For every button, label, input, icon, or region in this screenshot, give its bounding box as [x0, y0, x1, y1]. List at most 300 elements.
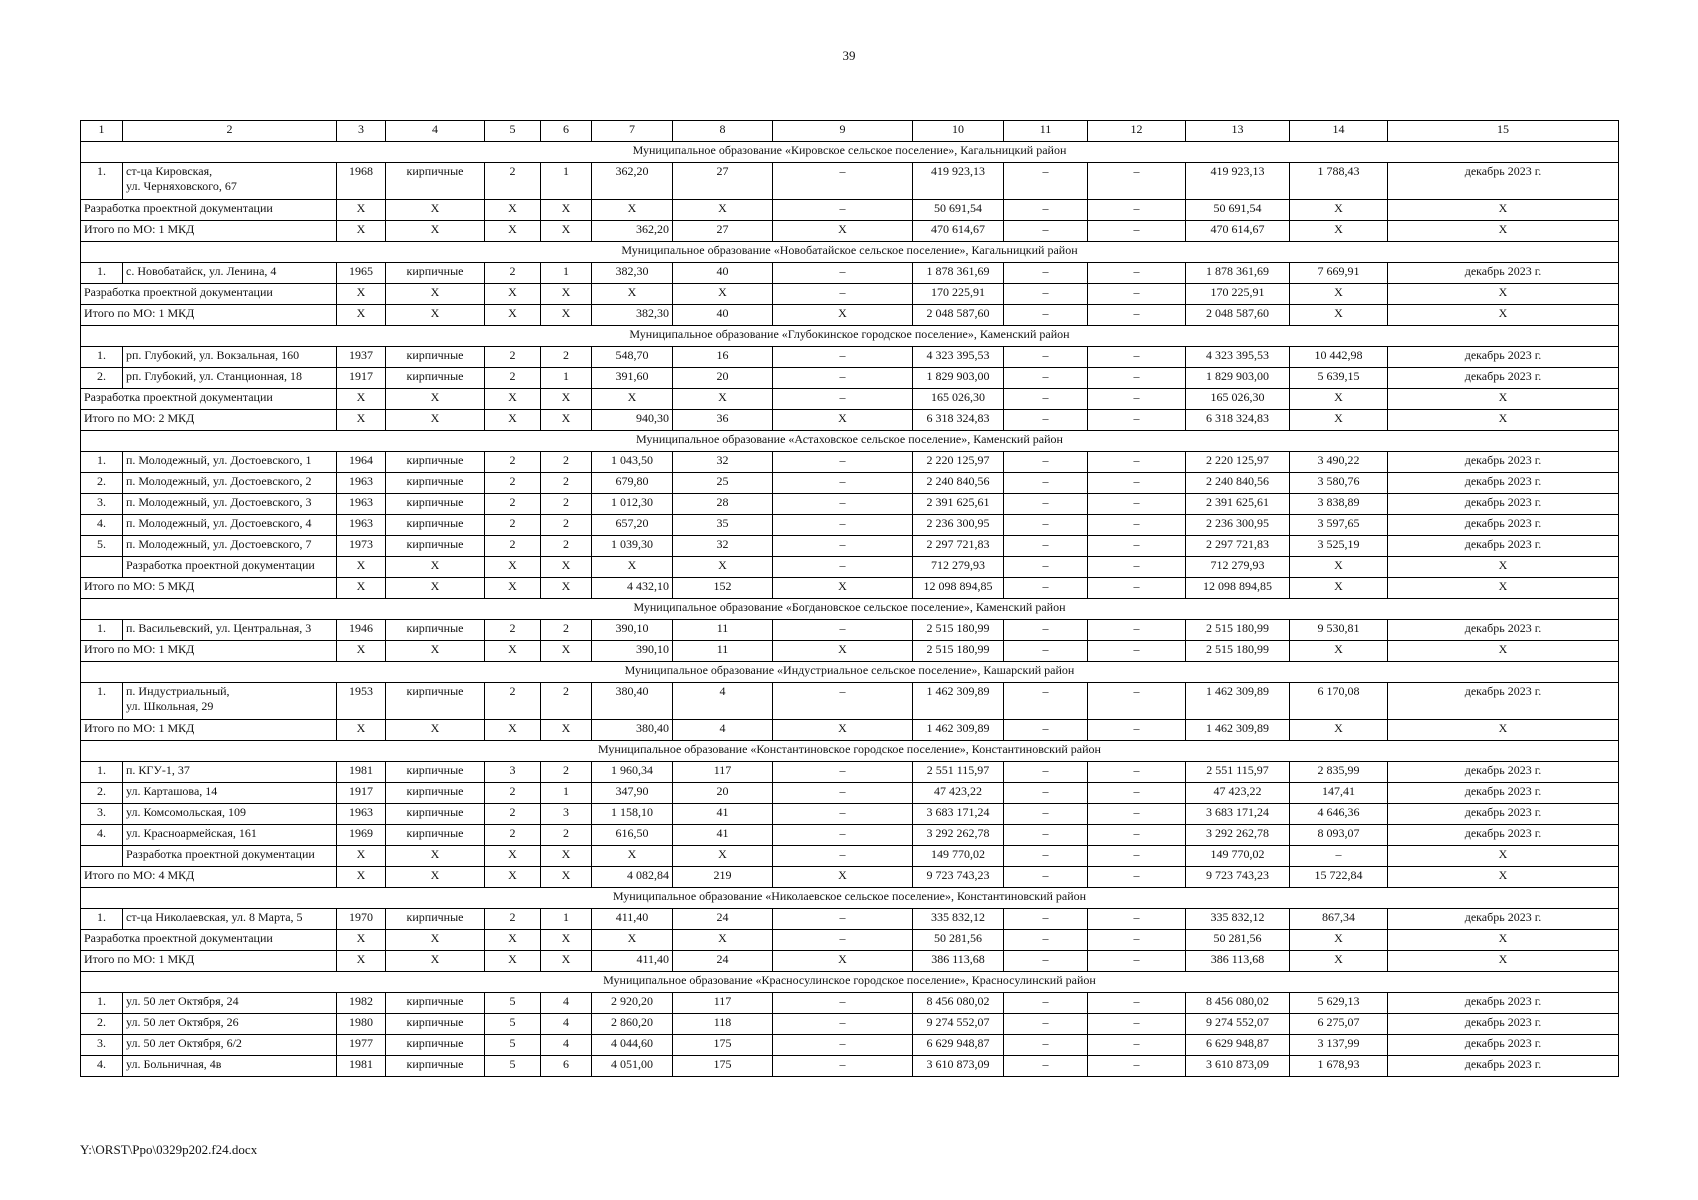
- table-cell: 867,34: [1290, 909, 1388, 930]
- table-cell: 2: [485, 683, 541, 720]
- table-cell: –: [1088, 720, 1186, 741]
- table-cell: X: [1388, 720, 1619, 741]
- table-cell: кирпичные: [386, 1035, 485, 1056]
- summary-row: [81, 284, 1619, 305]
- table-cell: 41: [673, 804, 773, 825]
- table-cell: 1 158,10: [592, 804, 673, 825]
- table-cell: X: [1290, 221, 1388, 242]
- table-cell: 940,30: [592, 410, 673, 431]
- table-cell: X: [485, 867, 541, 888]
- table-cell: –: [773, 536, 913, 557]
- table-cell: 1: [541, 163, 592, 200]
- table-cell: 175: [673, 1035, 773, 1056]
- table-cell: X: [1388, 930, 1619, 951]
- table-cell: 118: [673, 1014, 773, 1035]
- table-cell: –: [773, 347, 913, 368]
- table-cell: декабрь 2023 г.: [1388, 1035, 1619, 1056]
- table-cell: декабрь 2023 г.: [1388, 452, 1619, 473]
- table-cell: 2: [541, 825, 592, 846]
- table-row: [81, 762, 1619, 783]
- municipality-title: Муниципальное образование «Богдановское сельское поселение», Каменский район: [81, 599, 1619, 620]
- table-cell: –: [1088, 515, 1186, 536]
- table-cell: 1946: [337, 620, 386, 641]
- table-cell: –: [1004, 515, 1088, 536]
- table-cell: декабрь 2023 г.: [1388, 494, 1619, 515]
- table-cell: X: [592, 200, 673, 221]
- table-cell: 1 878 361,69: [1186, 263, 1290, 284]
- table-cell: кирпичные: [386, 683, 485, 720]
- table-cell: –: [1088, 368, 1186, 389]
- table-row: [81, 620, 1619, 641]
- table-cell: 1917: [337, 783, 386, 804]
- table-cell: –: [773, 494, 913, 515]
- table-cell: X: [592, 557, 673, 578]
- table-cell: X: [1388, 410, 1619, 431]
- table-cell: –: [1088, 557, 1186, 578]
- table-cell: 4: [673, 720, 773, 741]
- table-cell: X: [1388, 305, 1619, 326]
- table-row: [81, 494, 1619, 515]
- table-cell: кирпичные: [386, 1056, 485, 1077]
- table-cell: 3 525,19: [1290, 536, 1388, 557]
- table-cell: –: [773, 909, 913, 930]
- table-cell: кирпичные: [386, 536, 485, 557]
- table-cell: 2: [485, 536, 541, 557]
- table-cell: 1.: [81, 163, 123, 200]
- table-cell: 1981: [337, 1056, 386, 1077]
- municipality-header-row: [81, 888, 1619, 909]
- table-cell: –: [1088, 1014, 1186, 1035]
- table-cell: 1 043,50: [592, 452, 673, 473]
- table-cell: X: [541, 557, 592, 578]
- table-cell: 679,80: [592, 473, 673, 494]
- table-cell: 380,40: [592, 683, 673, 720]
- file-path-footer: Y:\ORST\Ppo\0329p202.f24.docx: [80, 1142, 258, 1157]
- table-cell: X: [485, 720, 541, 741]
- table-cell: X: [485, 221, 541, 242]
- table-cell: X: [485, 410, 541, 431]
- table-cell: 347,90: [592, 783, 673, 804]
- address-cell: с. Новобатайск, ул. Ленина, 4: [123, 263, 337, 284]
- table-cell: декабрь 2023 г.: [1388, 163, 1619, 200]
- table-cell: 9 274 552,07: [1186, 1014, 1290, 1035]
- table-cell: –: [1290, 846, 1388, 867]
- address-cell: ст-ца Николаевская, ул. 8 Марта, 5: [123, 909, 337, 930]
- table-cell: –: [1004, 410, 1088, 431]
- address-cell: ул. Красноармейская, 161: [123, 825, 337, 846]
- table-cell: X: [673, 846, 773, 867]
- table-cell: 2: [485, 347, 541, 368]
- table-cell: декабрь 2023 г.: [1388, 909, 1619, 930]
- table-cell: –: [1004, 867, 1088, 888]
- table-cell: 2: [485, 825, 541, 846]
- table-cell: 3 292 262,78: [913, 825, 1004, 846]
- table-cell: X: [773, 720, 913, 741]
- table-cell: –: [1088, 578, 1186, 599]
- table-cell: 2 920,20: [592, 993, 673, 1014]
- address-cell: ул. Комсомольская, 109: [123, 804, 337, 825]
- table-cell: –: [773, 200, 913, 221]
- table-cell: декабрь 2023 г.: [1388, 347, 1619, 368]
- table-row: [81, 163, 1619, 200]
- summary-row: [81, 221, 1619, 242]
- table-cell: кирпичные: [386, 620, 485, 641]
- table-cell: 170 225,91: [1186, 284, 1290, 305]
- table-cell: 712 279,93: [913, 557, 1004, 578]
- table-cell: 362,20: [592, 163, 673, 200]
- table-cell: X: [337, 200, 386, 221]
- table-cell: 4.: [81, 515, 123, 536]
- table-cell: –: [1004, 536, 1088, 557]
- table-cell: 3 683 171,24: [1186, 804, 1290, 825]
- table-cell: 4 051,00: [592, 1056, 673, 1077]
- table-cell: 390,10: [592, 620, 673, 641]
- table-cell: 4 323 395,53: [913, 347, 1004, 368]
- table-cell: –: [1088, 683, 1186, 720]
- table-cell: 219: [673, 867, 773, 888]
- table-cell: декабрь 2023 г.: [1388, 473, 1619, 494]
- table-cell: 3 137,99: [1290, 1035, 1388, 1056]
- table-cell: 1963: [337, 473, 386, 494]
- table-cell: 391,60: [592, 368, 673, 389]
- table-cell: 149 770,02: [913, 846, 1004, 867]
- table-cell: X: [1388, 221, 1619, 242]
- table-cell: 1 462 309,89: [1186, 720, 1290, 741]
- table-cell: 2: [485, 620, 541, 641]
- table-cell: 5.: [81, 536, 123, 557]
- page-number: 39: [842, 48, 856, 63]
- table-cell: 1970: [337, 909, 386, 930]
- table-cell: 386 113,68: [1186, 951, 1290, 972]
- table-cell: 1 012,30: [592, 494, 673, 515]
- table-cell: –: [1088, 347, 1186, 368]
- table-cell: X: [386, 641, 485, 662]
- table-row: [81, 804, 1619, 825]
- table-cell: –: [1088, 536, 1186, 557]
- table-cell: X: [541, 305, 592, 326]
- table-cell: X: [1388, 578, 1619, 599]
- address-cell: п. Молодежный, ул. Достоевского, 1: [123, 452, 337, 473]
- summary-label: Итого по МО: 1 МКД: [81, 720, 337, 741]
- table-cell: 4 646,36: [1290, 804, 1388, 825]
- table-cell: X: [1290, 284, 1388, 305]
- table-cell: 390,10: [592, 641, 673, 662]
- address-cell: п. Молодежный, ул. Достоевского, 7: [123, 536, 337, 557]
- table-cell: 1.: [81, 620, 123, 641]
- table-cell: 4: [673, 683, 773, 720]
- municipality-header-row: [81, 662, 1619, 683]
- table-cell: –: [773, 389, 913, 410]
- table-cell: X: [485, 951, 541, 972]
- table-cell: X: [673, 389, 773, 410]
- table-cell: –: [773, 1035, 913, 1056]
- municipality-title: Муниципальное образование «Красносулинское городское поселение», Красносулинский район: [81, 972, 1619, 993]
- table-cell: 1 462 309,89: [913, 720, 1004, 741]
- table-cell: X: [485, 930, 541, 951]
- table-cell: 6 629 948,87: [1186, 1035, 1290, 1056]
- table-cell: 32: [673, 536, 773, 557]
- table-cell: –: [1004, 762, 1088, 783]
- table-cell: 27: [673, 221, 773, 242]
- municipality-title: Муниципальное образование «Новобатайское сельское поселение», Кагальницкий район: [81, 242, 1619, 263]
- housing-register-table: [80, 120, 1619, 1077]
- table-cell: –: [1004, 993, 1088, 1014]
- table-cell: 2: [541, 762, 592, 783]
- table-row: [81, 536, 1619, 557]
- table-cell: 20: [673, 368, 773, 389]
- table-cell: 1969: [337, 825, 386, 846]
- table-cell: 2: [541, 452, 592, 473]
- table-cell: 165 026,30: [913, 389, 1004, 410]
- table-cell: X: [773, 867, 913, 888]
- table-cell: X: [1388, 641, 1619, 662]
- table-cell: 9 530,81: [1290, 620, 1388, 641]
- table-cell: –: [1004, 846, 1088, 867]
- table-cell: X: [337, 641, 386, 662]
- address-cell: ст-ца Кировская, ул. Черняховского, 67: [123, 163, 337, 200]
- table-cell: 6 170,08: [1290, 683, 1388, 720]
- municipality-title: Муниципальное образование «Астаховское сельское поселение», Каменский район: [81, 431, 1619, 452]
- table-cell: 470 614,67: [1186, 221, 1290, 242]
- table-cell: X: [541, 867, 592, 888]
- table-cell: 8 093,07: [1290, 825, 1388, 846]
- table-cell: X: [386, 284, 485, 305]
- table-cell: 11: [673, 641, 773, 662]
- table-cell: 1937: [337, 347, 386, 368]
- table-cell: 11: [673, 620, 773, 641]
- table-cell: 2: [485, 515, 541, 536]
- table-cell: –: [1004, 825, 1088, 846]
- table-cell: –: [1004, 720, 1088, 741]
- table-cell: X: [485, 578, 541, 599]
- table-row: [81, 557, 1619, 578]
- table-cell: X: [386, 578, 485, 599]
- table-cell: 2.: [81, 783, 123, 804]
- table-cell: 1977: [337, 1035, 386, 1056]
- municipality-title: Муниципальное образование «Кировское сельское поселение», Кагальницкий район: [81, 142, 1619, 163]
- table-cell: 1.: [81, 683, 123, 720]
- table-cell: 5: [485, 1035, 541, 1056]
- table-row: [81, 783, 1619, 804]
- table-cell: –: [1088, 473, 1186, 494]
- table-cell: X: [541, 200, 592, 221]
- table-cell: кирпичные: [386, 762, 485, 783]
- table-cell: X: [1290, 305, 1388, 326]
- table-cell: X: [541, 720, 592, 741]
- column-number: 7: [592, 121, 673, 142]
- table-cell: 6 318 324,83: [913, 410, 1004, 431]
- table-row: [81, 909, 1619, 930]
- table-cell: 1.: [81, 762, 123, 783]
- summary-label: Итого по МО: 2 МКД: [81, 410, 337, 431]
- table-cell: 3 580,76: [1290, 473, 1388, 494]
- table-cell: X: [773, 221, 913, 242]
- municipality-title: Муниципальное образование «Глубокинское городское поселение», Каменский район: [81, 326, 1619, 347]
- table-cell: 6 275,07: [1290, 1014, 1388, 1035]
- column-number: 4: [386, 121, 485, 142]
- table-cell: 1964: [337, 452, 386, 473]
- table-cell: –: [1088, 263, 1186, 284]
- table-cell: 2: [541, 515, 592, 536]
- summary-label: Разработка проектной документации: [81, 200, 337, 221]
- municipality-header-row: [81, 326, 1619, 347]
- table-cell: 2: [485, 909, 541, 930]
- table-cell: 2: [541, 620, 592, 641]
- table-cell: 8 456 080,02: [913, 993, 1004, 1014]
- table-cell: 1 829 903,00: [1186, 368, 1290, 389]
- table-cell: 2: [485, 494, 541, 515]
- table-row: [81, 263, 1619, 284]
- column-number: 5: [485, 121, 541, 142]
- table-cell: –: [1088, 284, 1186, 305]
- table-cell: –: [1004, 452, 1088, 473]
- table-cell: 2 220 125,97: [1186, 452, 1290, 473]
- table-cell: 7 669,91: [1290, 263, 1388, 284]
- table-cell: –: [1004, 641, 1088, 662]
- table-cell: X: [337, 867, 386, 888]
- table-cell: 3 838,89: [1290, 494, 1388, 515]
- table-cell: 36: [673, 410, 773, 431]
- table-cell: кирпичные: [386, 347, 485, 368]
- column-number: 1: [81, 121, 123, 142]
- table-cell: 5 629,13: [1290, 993, 1388, 1014]
- table-cell: –: [1088, 641, 1186, 662]
- table-cell: кирпичные: [386, 473, 485, 494]
- table-cell: 1 960,34: [592, 762, 673, 783]
- table-cell: 2 240 840,56: [1186, 473, 1290, 494]
- table-cell: –: [1004, 930, 1088, 951]
- table-cell: –: [773, 683, 913, 720]
- table-cell: 411,40: [592, 909, 673, 930]
- table-cell: 1.: [81, 993, 123, 1014]
- table-cell: 10 442,98: [1290, 347, 1388, 368]
- table-cell: –: [1088, 951, 1186, 972]
- table-cell: –: [773, 825, 913, 846]
- table-cell: X: [673, 200, 773, 221]
- table-cell: 411,40: [592, 951, 673, 972]
- table-cell: 2 515 180,99: [1186, 641, 1290, 662]
- table-cell: 147,41: [1290, 783, 1388, 804]
- table-cell: 50 281,56: [913, 930, 1004, 951]
- table-row: [81, 452, 1619, 473]
- table-cell: 1: [541, 368, 592, 389]
- table-cell: X: [485, 389, 541, 410]
- table-cell: X: [541, 410, 592, 431]
- table-cell: 41: [673, 825, 773, 846]
- table-cell: 9 274 552,07: [913, 1014, 1004, 1035]
- table-cell: –: [773, 993, 913, 1014]
- table-cell: 548,70: [592, 347, 673, 368]
- table-cell: 3: [485, 762, 541, 783]
- table-cell: X: [337, 284, 386, 305]
- table-cell: 335 832,12: [1186, 909, 1290, 930]
- table-cell: –: [1088, 494, 1186, 515]
- table-cell: –: [773, 762, 913, 783]
- summary-row: [81, 410, 1619, 431]
- table-cell: кирпичные: [386, 163, 485, 200]
- table-cell: декабрь 2023 г.: [1388, 620, 1619, 641]
- column-number: 15: [1388, 121, 1619, 142]
- table-cell: X: [485, 641, 541, 662]
- table-cell: 3.: [81, 1035, 123, 1056]
- municipality-header-row: [81, 741, 1619, 762]
- table-cell: 4: [541, 993, 592, 1014]
- table-cell: 3.: [81, 494, 123, 515]
- table-cell: –: [1088, 305, 1186, 326]
- table-cell: X: [673, 284, 773, 305]
- table-cell: X: [337, 930, 386, 951]
- table-cell: X: [1388, 284, 1619, 305]
- table-cell: 4 323 395,53: [1186, 347, 1290, 368]
- table-cell: X: [386, 951, 485, 972]
- table-cell: 1: [541, 909, 592, 930]
- table-cell: 1968: [337, 163, 386, 200]
- table-cell: декабрь 2023 г.: [1388, 368, 1619, 389]
- table-cell: 1 788,43: [1290, 163, 1388, 200]
- table-cell: 8 456 080,02: [1186, 993, 1290, 1014]
- table-cell: [81, 846, 123, 867]
- table-cell: X: [1388, 951, 1619, 972]
- table-cell: X: [386, 720, 485, 741]
- table-cell: X: [1290, 951, 1388, 972]
- table-cell: 2 236 300,95: [1186, 515, 1290, 536]
- summary-label: Итого по МО: 1 МКД: [81, 951, 337, 972]
- address-cell: ул. 50 лет Октября, 24: [123, 993, 337, 1014]
- table-cell: 2: [485, 368, 541, 389]
- table-cell: 149 770,02: [1186, 846, 1290, 867]
- table-cell: X: [386, 846, 485, 867]
- municipality-header-row: [81, 431, 1619, 452]
- table-cell: X: [1290, 389, 1388, 410]
- table-cell: X: [337, 389, 386, 410]
- table-cell: 2 048 587,60: [913, 305, 1004, 326]
- table-cell: –: [1004, 909, 1088, 930]
- table-cell: –: [773, 783, 913, 804]
- municipality-header-row: [81, 599, 1619, 620]
- table-cell: 1981: [337, 762, 386, 783]
- table-cell: 1963: [337, 494, 386, 515]
- table-cell: –: [1004, 473, 1088, 494]
- table-cell: 3: [541, 804, 592, 825]
- table-cell: 2 391 625,61: [913, 494, 1004, 515]
- table-cell: кирпичные: [386, 452, 485, 473]
- table-cell: –: [1088, 410, 1186, 431]
- table-cell: кирпичные: [386, 909, 485, 930]
- table-cell: –: [1088, 846, 1186, 867]
- table-cell: 9 723 743,23: [913, 867, 1004, 888]
- table-cell: 1 829 903,00: [913, 368, 1004, 389]
- table-cell: 24: [673, 909, 773, 930]
- table-cell: –: [1004, 578, 1088, 599]
- table-cell: 2 551 115,97: [913, 762, 1004, 783]
- table-cell: 382,30: [592, 263, 673, 284]
- table-cell: 24: [673, 951, 773, 972]
- table-cell: X: [673, 557, 773, 578]
- table-cell: 4: [541, 1035, 592, 1056]
- table-cell: 4.: [81, 1056, 123, 1077]
- table-cell: X: [337, 557, 386, 578]
- table-cell: –: [1004, 163, 1088, 200]
- table-cell: декабрь 2023 г.: [1388, 993, 1619, 1014]
- table-cell: X: [386, 221, 485, 242]
- table-cell: 175: [673, 1056, 773, 1077]
- table-cell: –: [773, 368, 913, 389]
- table-cell: 2: [485, 804, 541, 825]
- table-cell: –: [1088, 762, 1186, 783]
- summary-label: Разработка проектной документации: [81, 389, 337, 410]
- table-cell: –: [1004, 200, 1088, 221]
- table-cell: 1980: [337, 1014, 386, 1035]
